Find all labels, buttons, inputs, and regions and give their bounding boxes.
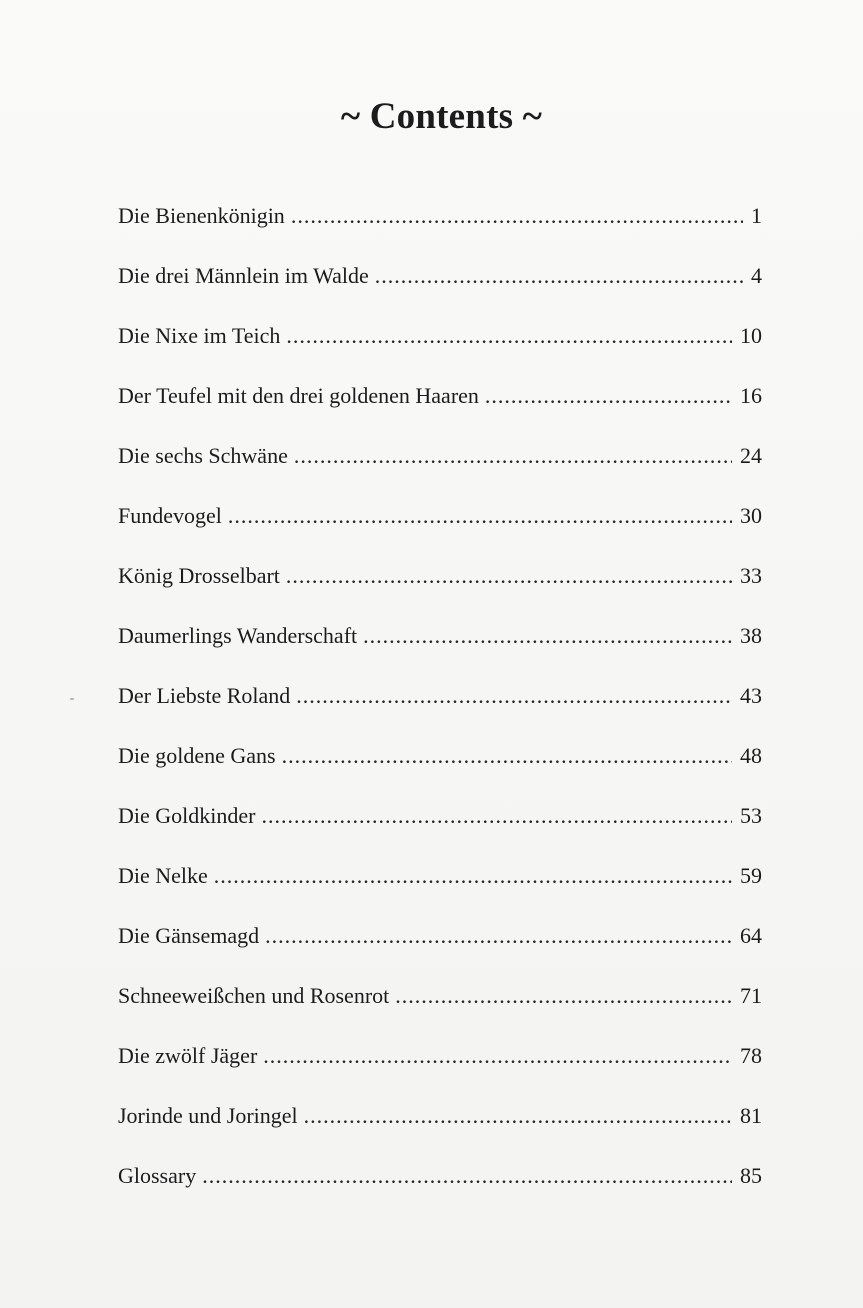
toc-entry-title: Glossary: [118, 1163, 197, 1188]
dot-leader: [286, 316, 732, 356]
toc-entry-title: Die sechs Schwäne: [118, 443, 288, 468]
toc-entry-page: 30: [740, 503, 762, 528]
dot-leader: [296, 676, 732, 716]
toc-entry-page: 1: [751, 203, 762, 228]
toc-entry-page: 64: [740, 923, 762, 948]
toc-entry-title: König Drosselbart: [118, 563, 280, 588]
toc-entry[interactable]: [118, 856, 762, 916]
toc-entry[interactable]: [118, 616, 762, 676]
dot-leader: [485, 376, 732, 416]
toc-entry-page: 81: [740, 1103, 762, 1128]
toc-entry[interactable]: [118, 496, 762, 556]
toc-entry[interactable]: [118, 916, 762, 976]
dot-leader: [294, 436, 732, 476]
table-of-contents: [118, 196, 762, 1216]
page-title: ~ Contents ~: [340, 95, 543, 137]
toc-entry[interactable]: [118, 376, 762, 436]
dot-leader: [375, 256, 743, 296]
toc-entry-title: Schneeweißchen und Rosenrot: [118, 983, 390, 1008]
dot-leader: [395, 976, 732, 1016]
toc-entry-page: 24: [740, 443, 762, 468]
toc-entry-page: 48: [740, 743, 762, 768]
toc-entry-page: 33: [740, 563, 762, 588]
dot-leader: [263, 1036, 732, 1076]
dot-leader: [202, 1156, 732, 1196]
toc-entry[interactable]: [118, 976, 762, 1036]
toc-entry-page: 16: [740, 383, 762, 408]
toc-entry-page: 10: [740, 323, 762, 348]
toc-entry-title: Die Nelke: [118, 863, 208, 888]
toc-entry-title: Die Gänsemagd: [118, 923, 260, 948]
toc-entry-page: 43: [740, 683, 762, 708]
toc-entry-title: Die Bienenkönigin: [118, 203, 285, 228]
toc-entry-page: 78: [740, 1043, 762, 1068]
toc-entry[interactable]: [118, 1156, 762, 1216]
toc-entry-page: 4: [751, 263, 762, 288]
toc-entry[interactable]: [118, 316, 762, 376]
toc-entry-page: 85: [740, 1163, 762, 1188]
toc-entry[interactable]: [118, 736, 762, 796]
toc-entry-title: Die zwölf Jäger: [118, 1043, 258, 1068]
toc-entry-page: 38: [740, 623, 762, 648]
paper-speck: [70, 698, 74, 700]
toc-entry-title: Fundevogel: [118, 503, 222, 528]
dot-leader: [286, 556, 732, 596]
dot-leader: [261, 796, 732, 836]
toc-entry[interactable]: [118, 1036, 762, 1096]
toc-entry[interactable]: [118, 796, 762, 856]
toc-entry-title: Die Nixe im Teich: [118, 323, 281, 348]
dot-leader: [214, 856, 732, 896]
dot-leader: [291, 196, 743, 236]
toc-entry-page: 53: [740, 803, 762, 828]
toc-entry-title: Jorinde und Joringel: [118, 1103, 298, 1128]
dot-leader: [282, 736, 732, 776]
toc-entry-title: Der Teufel mit den drei goldenen Haaren: [118, 383, 479, 408]
toc-entry-title: Die drei Männlein im Walde: [118, 263, 369, 288]
toc-entry-title: Die goldene Gans: [118, 743, 276, 768]
toc-entry[interactable]: [118, 556, 762, 616]
toc-entry[interactable]: [118, 256, 762, 316]
toc-entry-title: Daumerlings Wanderschaft: [118, 623, 358, 648]
toc-entry[interactable]: [118, 196, 762, 256]
dot-leader: [228, 496, 732, 536]
dot-leader: [363, 616, 732, 656]
toc-entry-title: Der Liebste Roland: [118, 683, 291, 708]
dot-leader: [265, 916, 732, 956]
toc-entry-page: 71: [740, 983, 762, 1008]
dot-leader: [304, 1096, 732, 1136]
toc-entry-title: Die Goldkinder: [118, 803, 256, 828]
toc-entry[interactable]: [118, 1096, 762, 1156]
toc-entry[interactable]: [118, 436, 762, 496]
toc-entry-page: 59: [740, 863, 762, 888]
toc-entry[interactable]: [118, 676, 762, 736]
